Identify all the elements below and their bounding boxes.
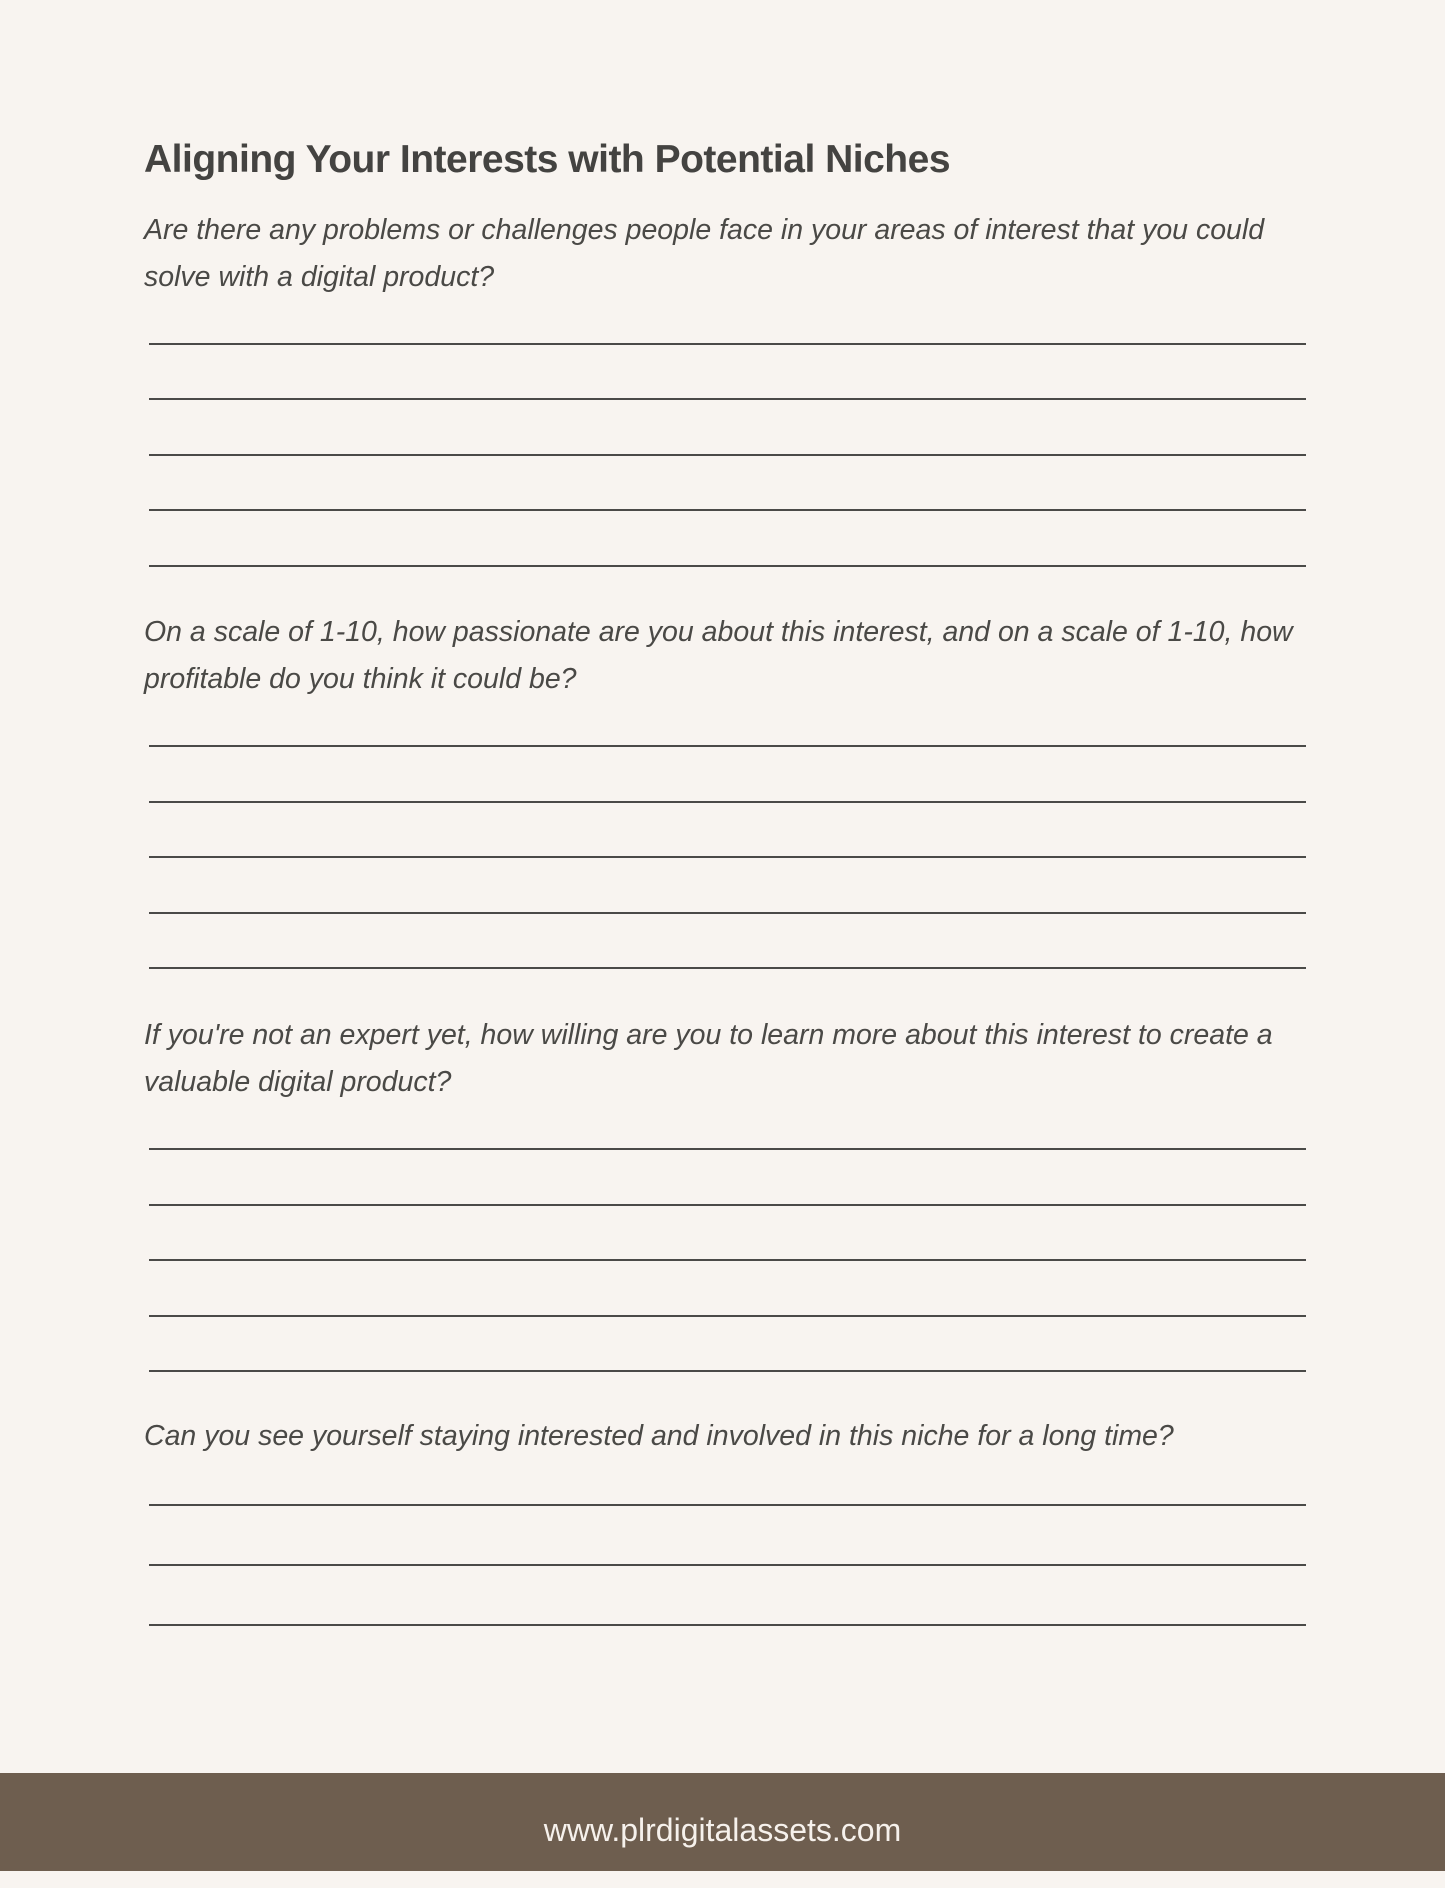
answer-line[interactable] [149,1370,1306,1372]
question-2: On a scale of 1-10, how passionate are you about this interest, and on a scale of 1-10, how profitable do you think it could be? [144,616,1293,695]
answer-line[interactable] [149,1624,1306,1626]
answer-line[interactable] [149,967,1306,969]
answer-line[interactable] [149,745,1306,747]
answer-line[interactable] [149,856,1306,858]
answer-line[interactable] [149,398,1306,400]
answer-line[interactable] [149,565,1306,567]
answer-line[interactable] [149,1564,1306,1566]
footer-bar [0,1773,1445,1871]
answer-line[interactable] [149,801,1306,803]
question-4: Can you see yourself staying interested and involved in this niche for a long time? [144,1420,1174,1452]
question-1: Are there any problems or challenges people face in your areas of interest that you could solve with a digital product? [144,214,1265,293]
answer-line[interactable] [149,912,1306,914]
page-title: Aligning Your Interests with Potential Niches [144,138,951,181]
answer-line[interactable] [149,454,1306,456]
footer-website-link[interactable]: www.plrdigitalassets.com [543,1812,902,1848]
question-3: If you're not an expert yet, how willing are you to learn more about this interest to create a valuable digital product? [144,1019,1273,1098]
answer-line[interactable] [149,1204,1306,1206]
answer-line[interactable] [149,509,1306,511]
answer-line[interactable] [149,1504,1306,1506]
answer-line[interactable] [149,1259,1306,1261]
answer-line[interactable] [149,1315,1306,1317]
answer-line[interactable] [149,1148,1306,1150]
answer-line[interactable] [149,343,1306,345]
